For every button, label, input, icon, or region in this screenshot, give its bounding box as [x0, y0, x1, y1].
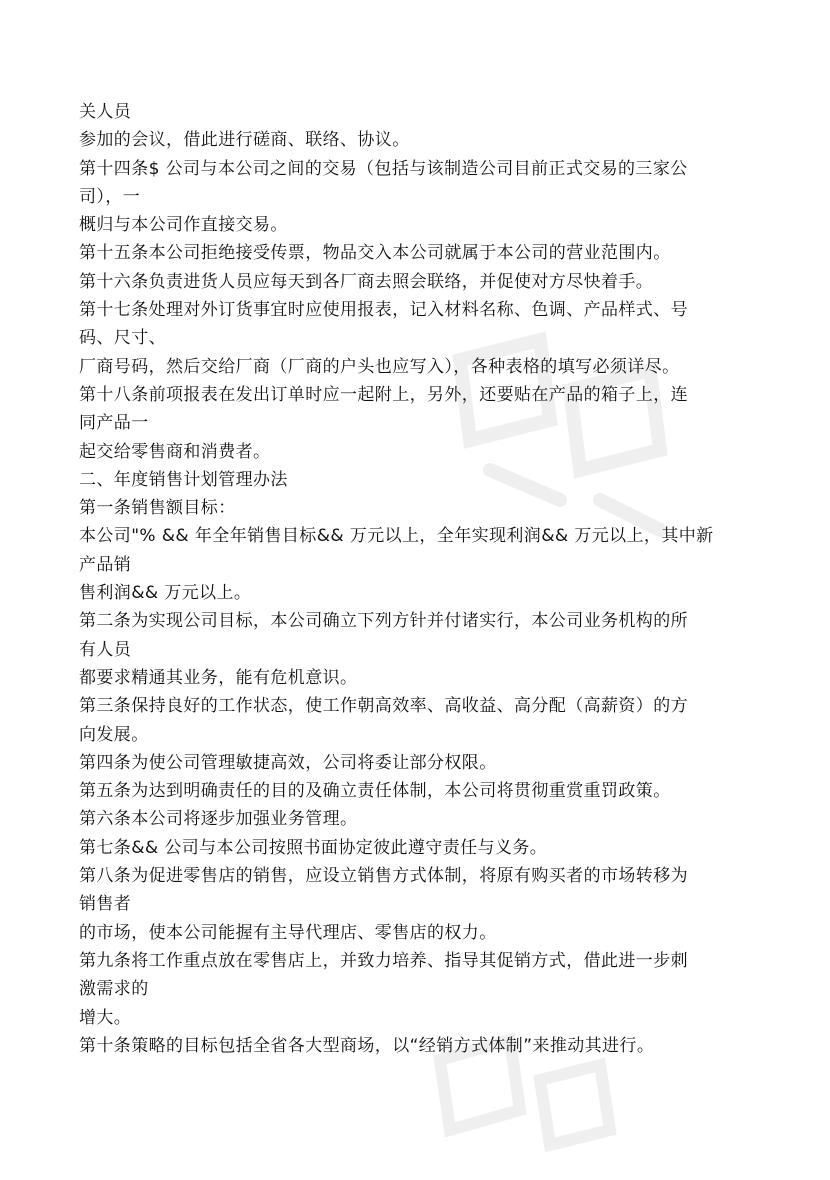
text-line: 第三条保持良好的工作状态，使工作朝高效率、高收益、高分配（高薪资）的方 — [79, 696, 688, 717]
text-line: 产品销 — [79, 554, 132, 575]
text-line: 售利润&& 万元以上。 — [79, 583, 252, 604]
text-line: 都要求精通其业务，能有危机意识。 — [79, 667, 358, 688]
text-line: 关人员 — [79, 102, 132, 122]
text-line: 激需求的 — [79, 979, 149, 1000]
text-line: 第九条将工作重点放在零售店上，并致力培养、指导其促销方式，借此进一步刺 — [79, 950, 688, 971]
text-line: 第五条为达到明确责任的目的及确立责任体制，本公司将贯彻重赏重罚政策。 — [79, 781, 671, 802]
text-line: 厂商号码，然后交给厂商（厂商的户头也应写入），各种表格的填写必须详尽。 — [79, 356, 680, 377]
text-line: 第十五条本公司拒绝接受传票，物品交入本公司就属于本公司的营业范围内。 — [79, 243, 671, 264]
text-line: 第四条为使公司管理敏捷高效，公司将委让部分权限。 — [79, 752, 497, 773]
text-line: 第七条&& 公司与本公司按照书面协定彼此遵守责任与义务。 — [79, 837, 548, 858]
text-line: 第十六条负责进货人员应每天到各厂商去照会联络，并促使对方尽快着手。 — [79, 271, 654, 292]
text-line: 的市场，使本公司能握有主导代理店、零售店的权力。 — [79, 922, 497, 943]
text-line: 第六条本公司将逐步加强业务管理。 — [79, 809, 358, 830]
text-line: 第八条为促进零售店的销售，应设立销售方式体制，将原有购买者的市场转移为 — [79, 866, 688, 887]
text-line: 第十四条$ 公司与本公司之间的交易（包括与该制造公司目前正式交易的三家公 — [79, 158, 688, 179]
text-line: 本公司"% && 年全年销售目标&& 万元以上，全年实现利润&& 万元以上，其中新 — [79, 526, 714, 547]
text-line: 第十条策略的目标包括全省各大型商场，以“经销方式体制”来推动其进行。 — [79, 1035, 655, 1056]
text-line: 同产品一 — [79, 413, 149, 434]
document-body — [79, 98, 759, 1060]
text-line: 司），一 — [79, 186, 141, 207]
text-line: 第十七条处理对外订货事宜时应使用报表，记入材料名称、色调、产品样式、号 — [79, 300, 688, 321]
text-line: 概归与本公司作直接交易。 — [79, 215, 288, 236]
text-line: 参加的会议，借此进行磋商、联络、协议。 — [79, 130, 410, 151]
text-line: 有人员 — [79, 639, 132, 660]
text-line: 码、尺寸、 — [79, 328, 166, 349]
section-heading: 二、年度销售计划管理办法 — [79, 469, 288, 490]
text-line: 向发展。 — [79, 724, 149, 745]
text-line: 第一条销售额目标： — [79, 498, 236, 519]
text-line: 销售者 — [79, 894, 132, 915]
text-line: 第二条为实现公司目标，本公司确立下列方针并付诸实行，本公司业务机构的所 — [79, 611, 688, 632]
text-line: 起交给零售商和消费者。 — [79, 441, 271, 462]
text-line: 增大。 — [79, 1007, 132, 1028]
text-line: 第十八条前项报表在发出订单时应一起附上，另外，还要贴在产品的箱子上，连 — [79, 384, 688, 405]
